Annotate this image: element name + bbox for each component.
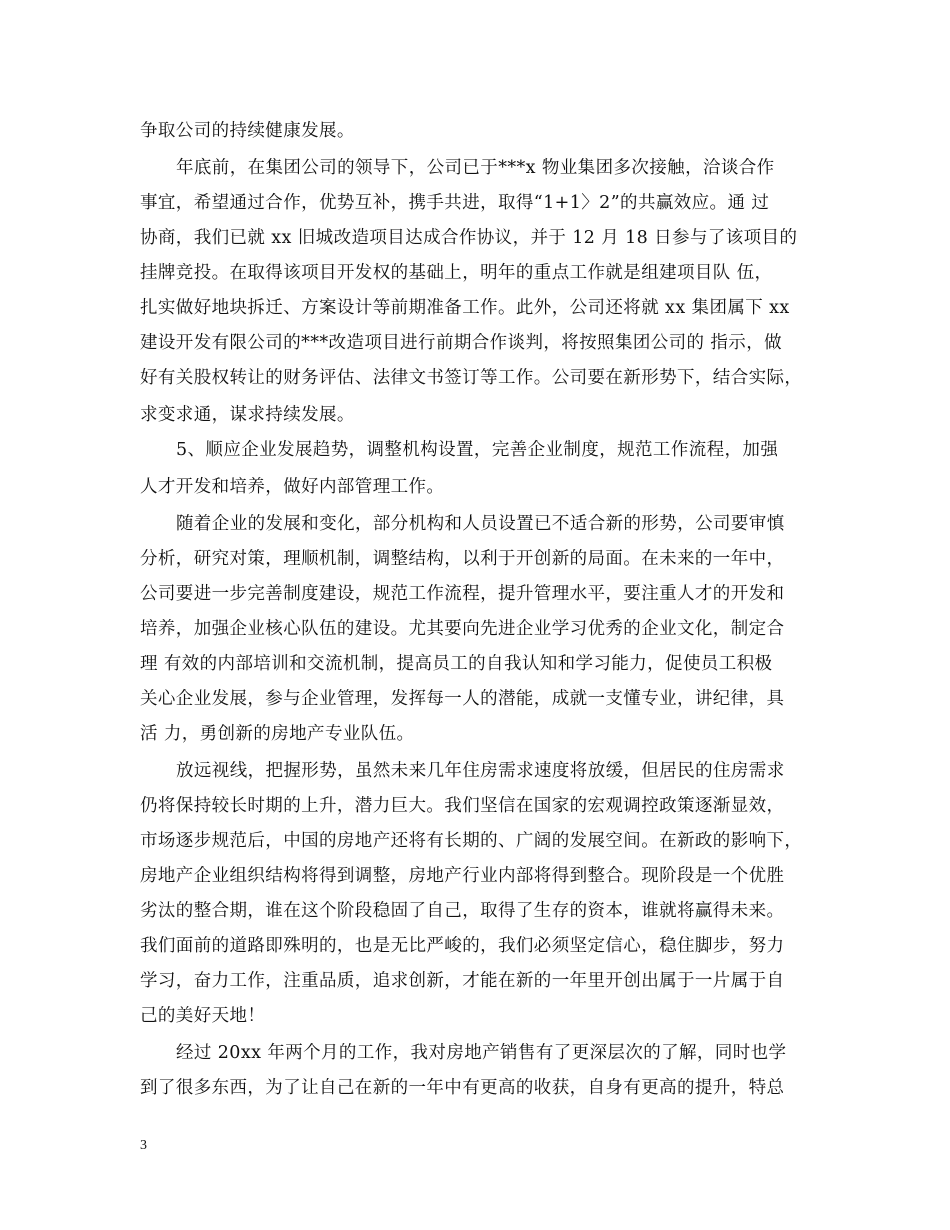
text-line: 到了很多东西，为了让自己在新的一年中有更高的收获，自身有更高的提升，特总 (140, 1078, 785, 1098)
text-line: 己的美好天地！ (140, 1006, 266, 1026)
text-line: 扎实做好地块拆迁、方案设计等前期准备工作。此外，公司还将就 xx 集团属下 xx (140, 298, 790, 318)
text-line: 年底前，在集团公司的领导下，公司已于***x 物业集团多次接触，洽谈合作 (176, 158, 775, 178)
text-line: 放远视线，把握形势，虽然未来几年住房需求速度将放缓，但居民的住房需求 (176, 761, 785, 781)
page-number: 3 (140, 1138, 147, 1153)
text-line: 培养，加强企业核心队伍的建设。尤其要向先进企业学习优秀的企业文化，制定合 (140, 619, 785, 639)
text-line: 理 有效的内部培训和交流机制，提高员工的自我认知和学习能力，促使员工积极 (140, 654, 773, 674)
text-line: 求变求通，谋求持续发展。 (140, 405, 355, 425)
text-line: 人才开发和培养，做好内部管理工作。 (140, 477, 445, 497)
text-line: 经过 20xx 年两个月的工作，我对房地产销售有了更深层次的了解，同时也学 (176, 1043, 787, 1063)
text-line: 公司要进一步完善制度建设，规范工作流程，提升管理水平，要注重人才的开发和 (140, 584, 785, 604)
text-line: 5、顺应企业发展趋势，调整机构设置，完善企业制度，规范工作流程，加强 (176, 440, 779, 460)
text-line: 市场逐步规范后，中国的房地产还将有长期的、广阔的发展空间。在新政的影响下， (140, 831, 803, 851)
text-line: 随着企业的发展和变化，部分机构和人员设置已不适合新的形势，公司要审慎 (176, 514, 785, 534)
text-line: 分析，研究对策，理顺机制，调整结构，以利于开创新的局面。在未来的一年中， (140, 549, 785, 569)
text-line: 活 力，勇创新的房地产专业队伍。 (140, 724, 415, 744)
text-line: 争取公司的持续健康发展。 (140, 121, 355, 141)
text-line: 协商，我们已就 xx 旧城改造项目达成合作协议，并于 12 月 18 日参与了该项目的 (140, 228, 798, 248)
text-line: 学习，奋力工作，注重品质，追求创新，才能在新的一年里开创出属于一片属于自 (140, 971, 785, 991)
text-line: 建设开发有限公司的***改造项目进行前期合作谈判，将按照集团公司的 指示，做 (140, 333, 783, 353)
text-line: 我们面前的道路即殊明的，也是无比严峻的，我们必须坚定信心，稳住脚步，努力 (140, 936, 785, 956)
text-line: 劣汰的整合期，谁在这个阶段稳固了自己，取得了生存的资本，谁就将赢得未来。 (140, 901, 785, 921)
text-line: 挂牌竞投。在取得该项目开发权的基础上，明年的重点工作就是组建项目队 伍， (140, 263, 773, 283)
text-line: 事宜，希望通过合作，优势互补，携手共进，取得“1+1〉2”的共赢效应。通 过 (140, 193, 770, 213)
text-line: 好有关股权转让的财务评估、法律文书签订等工作。公司要在新形势下，结合实际， (140, 368, 803, 388)
text-line: 房地产企业组织结构将得到调整，房地产行业内部将得到整合。现阶段是一个优胜 (140, 866, 785, 886)
text-line: 仍将保持较长时期的上升，潜力巨大。我们坚信在国家的宏观调控政策逐渐显效， (140, 796, 785, 816)
text-line: 关心企业发展，参与企业管理，发挥每一人的潜能，成就一支懂专业，讲纪律，具 (140, 689, 785, 709)
